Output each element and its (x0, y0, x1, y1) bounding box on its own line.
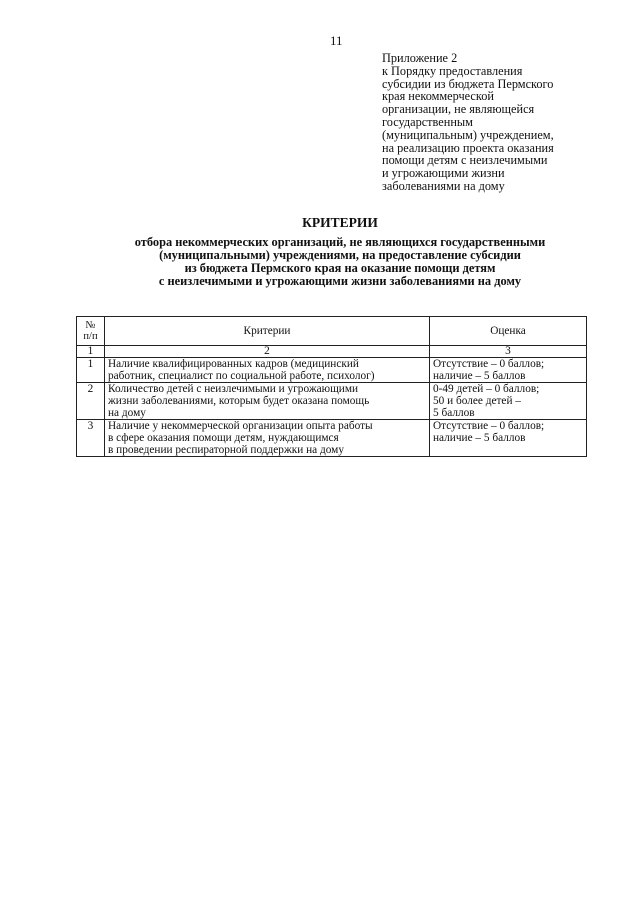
score-line: наличие – 5 баллов (433, 432, 526, 444)
criteria-table (76, 316, 587, 457)
criteria-line: в проведении респираторной поддержки на дому (108, 444, 344, 456)
document-subtitle (0, 236, 640, 288)
appendix-line: организации, не являющейся (382, 102, 535, 117)
subtitle-line: с неизлечимыми и угрожающими жизни заболеваниями на дому (158, 274, 522, 288)
column-index: 3 (430, 346, 587, 358)
page-number: 11 (330, 33, 343, 48)
appendix-line: на реализацию проекта оказания (382, 140, 554, 155)
appendix-line: помощи детям с неизлечимыми (382, 153, 548, 168)
criteria-cell (105, 383, 430, 420)
score-line: 0-49 детей – 0 баллов; (433, 383, 540, 395)
header-number-line: № (85, 320, 96, 331)
appendix-line: края некоммерческой (382, 89, 494, 104)
criteria-line: в сфере оказания помощи детям, нуждающимся (108, 432, 339, 444)
score-line: 5 баллов (433, 407, 475, 419)
column-index-row (77, 346, 587, 358)
subtitle-line: (муниципальными) учреждениями, на предоставление субсидии (159, 248, 521, 262)
column-header-score: Оценка (430, 317, 587, 346)
score-line: Отсутствие – 0 баллов; (433, 420, 545, 432)
appendix-line: и угрожающими жизни (382, 166, 505, 181)
score-line: 50 и более детей – (433, 395, 521, 407)
document-title: КРИТЕРИИ (302, 215, 378, 230)
criteria-cell (105, 420, 430, 457)
appendix-line: субсидии из бюджета Пермского (382, 76, 554, 91)
score-cell (430, 358, 587, 383)
score-cell (430, 383, 587, 420)
appendix-line: (муниципальным) учреждением, (382, 127, 554, 142)
score-cell (430, 420, 587, 457)
subtitle-line: отбора некоммерческих организаций, не являющихся государственными (134, 235, 546, 249)
column-header-number (77, 317, 105, 346)
table-row (77, 383, 587, 420)
appendix-line: заболеваниями на дому (382, 178, 505, 193)
subtitle-line: из бюджета Пермского края на оказание помощи детям (184, 261, 496, 275)
criteria-line: на дому (108, 407, 146, 419)
appendix-line: к Порядку предоставления (382, 63, 523, 78)
criteria-line: Количество детей с неизлечимыми и угрожающими (108, 383, 359, 395)
criteria-cell (105, 358, 430, 383)
header-number-line: п/п (83, 331, 98, 342)
column-index: 1 (77, 346, 105, 358)
criteria-line: жизни заболеваниями, которым будет оказана помощь (108, 395, 370, 407)
appendix-note (382, 52, 612, 193)
appendix-line: Приложение 2 (382, 51, 458, 65)
table-header-row (77, 317, 587, 346)
row-number: 3 (77, 420, 105, 457)
score-line: наличие – 5 баллов (433, 370, 526, 382)
row-number: 2 (77, 383, 105, 420)
criteria-line: Наличие у некоммерческой организации опыта работы (108, 420, 373, 432)
appendix-line: государственным (382, 114, 473, 129)
criteria-line: работник, специалист по социальной работе, психолог) (108, 370, 375, 382)
row-number: 1 (77, 358, 105, 383)
column-index: 2 (105, 346, 430, 358)
column-header-criteria: Критерии (105, 317, 430, 346)
criteria-line: Наличие квалифицированных кадров (медицинский (108, 358, 359, 370)
table-row (77, 358, 587, 383)
table-row (77, 420, 587, 457)
score-line: Отсутствие – 0 баллов; (433, 358, 545, 370)
